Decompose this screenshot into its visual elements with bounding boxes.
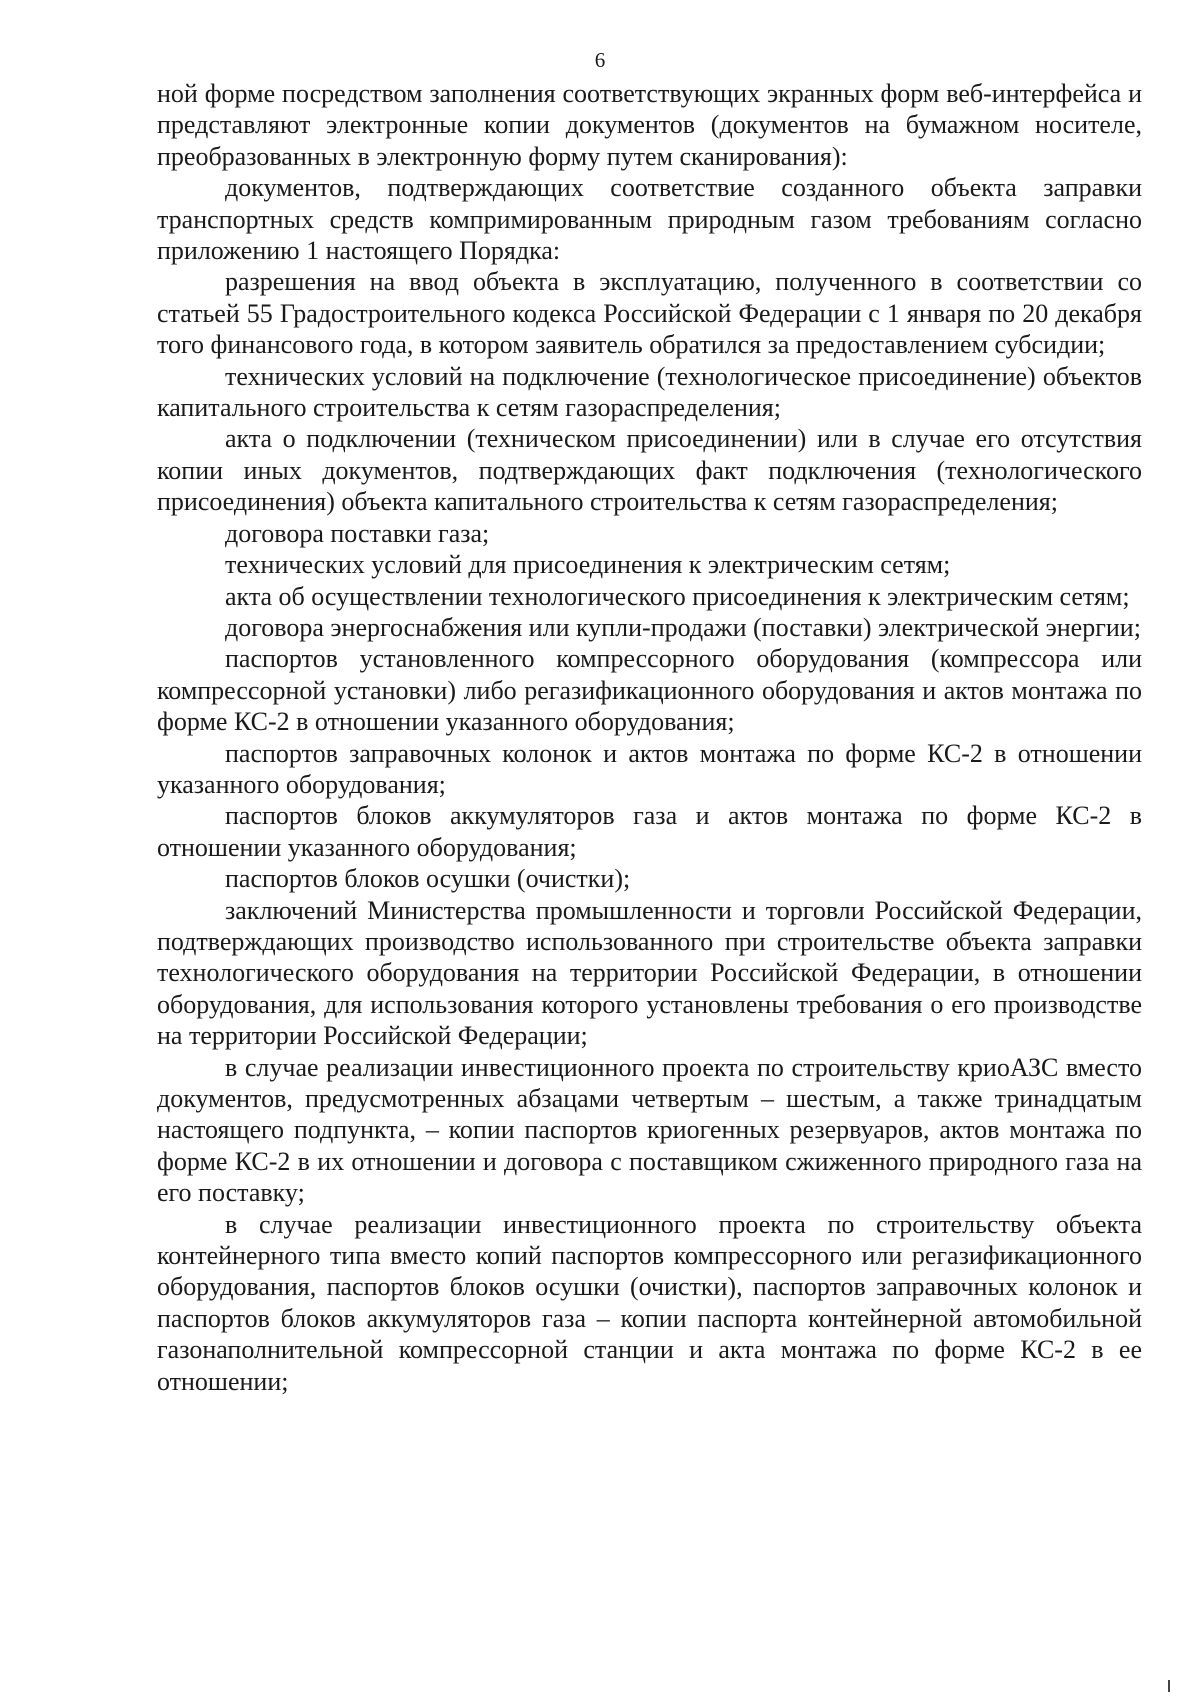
paragraph-cryo-station-case: в случае реализации инвестиционного проекта по строительству криоАЗС вместо документов, предусмотренных абзацами четвертым – шестым, а также тринадцатым настоящего подпункта, – копии паспортов криогенных резервуаров, актов монтажа по форме КС-2 в их отношении и договора с поставщиком сжиженного природного газа на его поставку; (157, 1052, 1142, 1208)
paragraph-gas-connection-act: акта о подключении (техническом присоединении) или в случае его отсутствия копии иных документов, подтверждающих факт подключения (технологического присоединения) объекта капитального строительства к сетям газораспределения; (157, 424, 1142, 517)
paragraph-continuation: ной форме посредством заполнения соответствующих экранных форм веб-интерфейса и представляют электронные копии документов (документов на бумажном носителе, преобразованных в электронную форму путем сканирования): (157, 79, 1142, 171)
paragraph-compressor-passports: паспортов установленного компрессорного оборудования (компрессора или компрессорной установки) либо регазификационного оборудования и актов монтажа по форме КС-2 в отношении указанного оборудования; (157, 644, 1142, 737)
scan-edge-mark (1168, 1680, 1170, 1692)
paragraph-commissioning-permit: разрешения на ввод объекта в эксплуатацию, полученного в соответствии со статьей 55 Градостроительного кодекса Российской Федерации с 1 января по 20 декабря того финансового года, в котором заявитель обратился за предоставлением субсидии; (157, 267, 1142, 360)
paragraph-energy-supply-contract: договора энергоснабжения или купли-продажи (поставки) электрической энергии; (225, 612, 1141, 642)
paragraph-ministry-conclusions: заключений Министерства промышленности и торговли Российской Федерации, подтверждающих производство использованного при строительстве объекта заправки технологического оборудования на территории Российской Федерации, в отношении оборудования, для использования которого установлены требования о его производстве на территории Российской Федерации; (157, 895, 1142, 1051)
paragraph-electric-connection-conditions: технических условий для присоединения к электрическим сетям; (225, 550, 951, 580)
document-body (157, 78, 1142, 1397)
paragraph-container-station-case: в случае реализации инвестиционного проекта по строительству объекта контейнерного типа вместо копий паспортов компрессорного или регазификационного оборудования, паспортов блоков осушки (очистки), паспортов заправочных колонок и паспортов блоков аккумуляторов газа – копии паспорта контейнерной автомобильной газонаполнительной компрессорной станции и акта монтажа по форме КС-2 в ее отношении; (157, 1209, 1142, 1396)
paragraph-accumulator-passports: паспортов блоков аккумуляторов газа и актов монтажа по форме КС-2 в отношении указанного оборудования; (157, 801, 1142, 862)
paragraph-drying-unit-passports: паспортов блоков осушки (очистки); (225, 864, 631, 894)
page-number: 6 (594, 48, 606, 72)
paragraph-dispenser-passports: паспортов заправочных колонок и актов монтажа по форме КС-2 в отношении указанного оборудования; (157, 738, 1142, 799)
paragraph-documents-conformity: документов, подтверждающих соответствие созданного объекта заправки транспортных средств компримированным природным газом требованиям согласно приложению 1 настоящего Порядка: (157, 173, 1142, 266)
paragraph-gas-connection-conditions: технических условий на подключение (технологическое присоединение) объектов капитального строительства к сетям газораспределения; (157, 361, 1142, 423)
paragraph-gas-supply-contract: договора поставки газа; (225, 518, 490, 548)
paragraph-electric-connection-act: акта об осуществлении технологического присоединения к электрическим сетям; (225, 581, 1130, 611)
